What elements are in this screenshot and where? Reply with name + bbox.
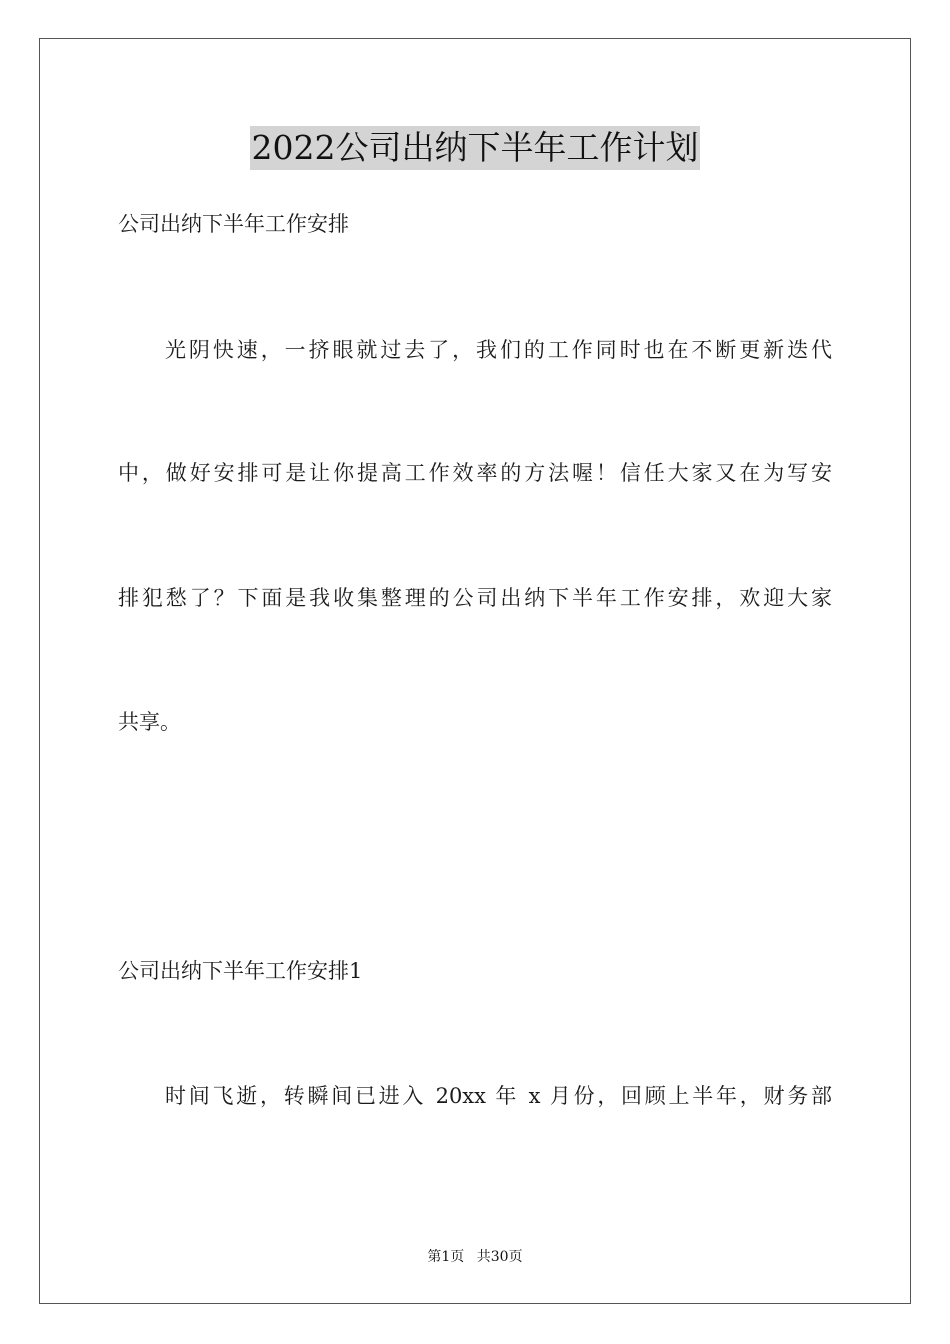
section-heading: 公司出纳下半年工作安排1 [118,959,363,983]
paragraph-line-3: 排犯愁了？下面是我收集整理的公司出纳下半年工作安排，欢迎大家 [118,586,832,610]
section-paragraph-line-1: 时间飞逝，转瞬间已进入 20xx 年 x 月份，回顾上半年，财务部 [165,1084,832,1108]
paragraph-line-2: 中，做好安排可是让你提高工作效率的方法喔！信任大家又在为写安 [118,461,832,485]
subtitle: 公司出纳下半年工作安排 [118,212,349,236]
paragraph-line-1: 光阴快速，一挤眼就过去了，我们的工作同时也在不断更新迭代 [165,338,832,362]
page-total: 共30页 [476,1249,523,1265]
paragraph-line-4: 共享。 [118,710,181,734]
document-title: 2022公司出纳下半年工作计划 [250,126,701,170]
page-footer [0,1248,950,1266]
title-container [0,126,950,170]
page-number: 第1页 [427,1249,465,1265]
